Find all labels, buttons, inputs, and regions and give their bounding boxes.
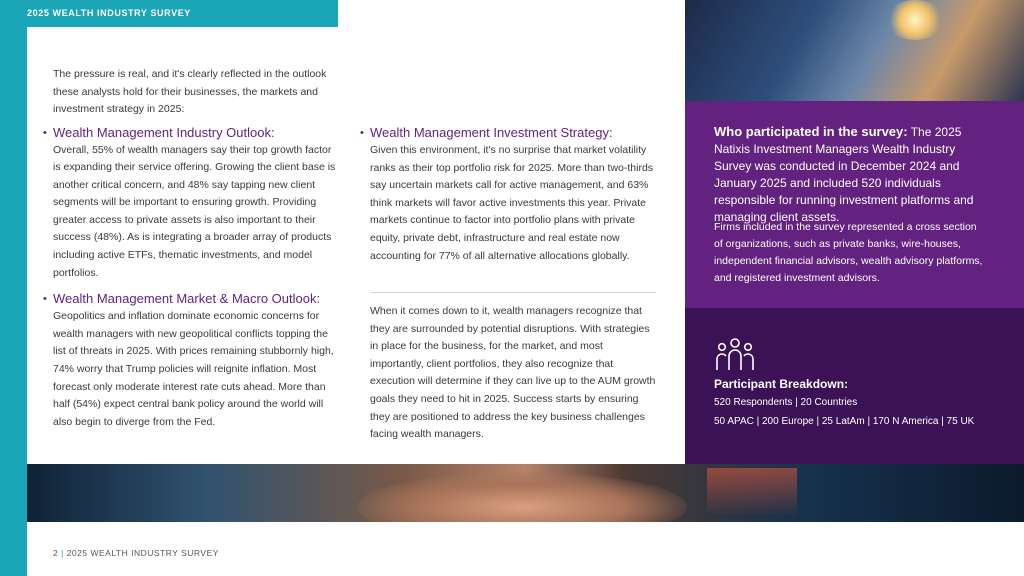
market-outlook-heading: • Wealth Management Market & Macro Outlook: [53,290,341,308]
industry-outlook-body: Overall, 55% of wealth managers say their top growth factor is expanding their service offering. Growing the client base is another critical concern, and 48% say tapping new client segments will be important to ensuring growth. Providing greater access to private assets is also important to their success (48%). As is integrating a broader array of products including active ETFs, thematic investments, and model portfolios. [53,143,336,279]
people-group-icon [714,336,756,372]
closing-section [370,303,658,444]
market-outlook-body: Geopolitics and inflation dominate economic concerns for wealth managers with new geopolitical conflicts topping the list of threats in 2025. With prices remaining stubbornly high, 74% worry that Trump policies will reignite inflation. Most forecast only moderate interest rate cuts ahead. More than half (54%) expect central bank policy around the world will also begin to diverge from the Fed. [53,310,334,428]
industry-outlook-heading: • Wealth Management Industry Outlook: [53,124,341,142]
survey-description: The 2025 Natixis Investment Managers Wealth Industry Survey was conducted in December 2024 and January 2025 and included 520 individuals responsible for running investment platforms and managing client assets. [714,125,974,224]
page-number: 2 [53,548,59,558]
closing-paragraph: When it comes down to it, wealth managers recognize that they are surrounded by potential disruptions. With strategies in place for the business, for the market, and most importantly, client portfolios, they also recognize that execution will determine if they can live up to the AUM growth goals they need to hit in 2025. Success starts by ensuring they are positioned to address the key business challenges facing wealth managers. [370,305,656,441]
industry-outlook-section [53,124,341,283]
investment-strategy-section [370,124,658,265]
breakdown-regions: 50 APAC | 200 Europe | 25 LatAm | 170 N America | 75 UK [714,416,975,427]
footer-photo [27,464,1024,522]
left-column [53,66,341,431]
survey-intro [714,123,994,226]
page-footer [53,548,219,558]
breakdown-totals: 520 Respondents | 20 Countries [714,397,858,408]
survey-heading: Who participated in the survey: [714,124,908,139]
investment-strategy-heading: • Wealth Management Investment Strategy: [370,124,658,142]
survey-firms-paragraph: Firms included in the survey represented a cross section of organizations, such as private banks, wire-houses, independent financial advisors, wealth advisory platforms, and registered investment advisors. [714,221,983,284]
header-photo [685,0,1024,101]
market-outlook-section [53,290,341,431]
breakdown-title: Participant Breakdown: [714,377,849,391]
column-divider [370,292,656,293]
footer-separator: | [61,548,64,558]
header-title: 2025 WEALTH INDUSTRY SURVEY [27,8,191,18]
footer-label: 2025 WEALTH INDUSTRY SURVEY [66,548,219,558]
intro-paragraph: The pressure is real, and it's clearly reflected in the outlook these analysts hold for their businesses, the markets and investment strategy in 2025: [53,68,327,115]
investment-strategy-body: Given this environment, it's no surprise that market volatility ranks as their top portfolio risk for 2025. More than two-thirds say uncertain markets call for active management, and 63% think markets will favor active investments this year. Private markets continue to factor into portfolio plans with private equity, private debt, infrastructure and real estate now accounting for 77% of all alternative allocations globally. [370,144,654,262]
left-accent-bar [0,0,27,576]
